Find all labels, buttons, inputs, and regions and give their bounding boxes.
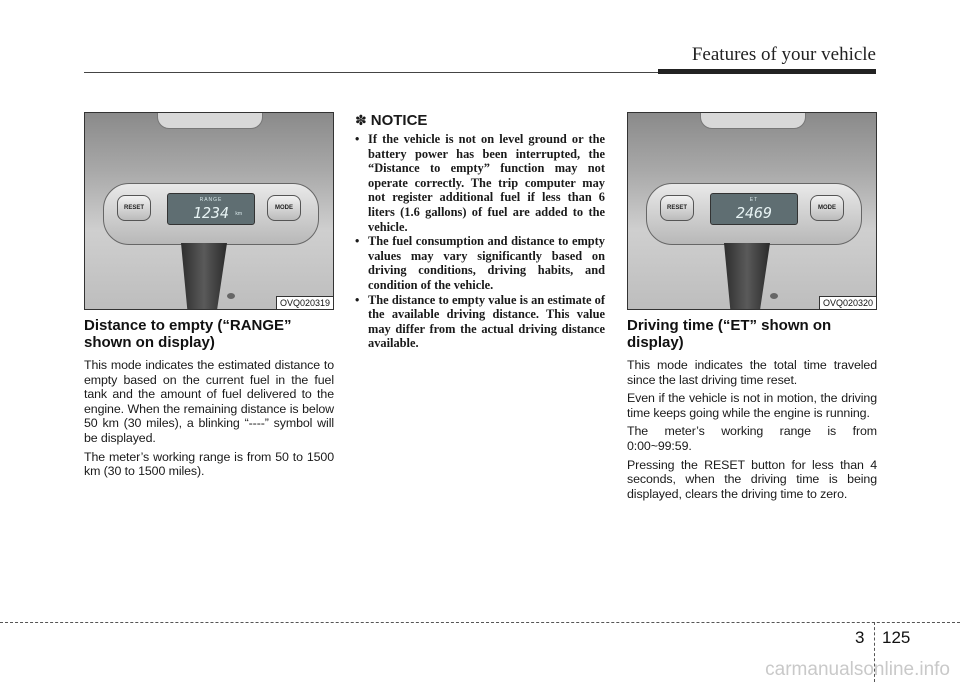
asterisk-icon: ✽ (355, 112, 367, 128)
notice-item-text: The distance to empty value is an estimate of the available driving distance. This value may differ from the actual driving distance available. (368, 292, 605, 351)
chapter-number: 3 (855, 628, 865, 647)
notice-list (355, 132, 605, 351)
trip-display (710, 193, 798, 225)
reset-button: RESET (117, 195, 151, 221)
notice-column (355, 112, 605, 351)
et-paragraph: The meter’s working range is from 0:00~99:59. (627, 424, 877, 453)
reset-button: RESET (660, 195, 694, 221)
display-value: 2469 (735, 204, 773, 222)
display-unit: km (235, 211, 242, 217)
footer-rule (0, 622, 960, 623)
mount-knob (770, 293, 778, 299)
right-column (627, 112, 877, 505)
notice-item (355, 132, 605, 234)
notice-item (355, 293, 605, 351)
et-display-figure (627, 112, 877, 310)
notice-item (355, 234, 605, 292)
et-paragraph: Pressing the RESET button for less than 4 seconds, when the driving time is being displayed, clears the driving time to zero. (627, 457, 877, 501)
notice-heading (355, 112, 605, 129)
display-value: 1234 (192, 204, 230, 222)
bullet-icon: • (355, 234, 360, 249)
notice-item-text: If the vehicle is not on level ground or the battery power has been interrupted, the “Distance to empty” function may not operate correctly. The trip computer may not register additional fuel if less than 6 liters (1.6 gallons) of fuel are added to the vehicle. (368, 132, 605, 234)
mode-button: MODE (267, 195, 301, 221)
mirror-mount (724, 243, 770, 310)
range-heading: Distance to empty (“RANGE” shown on display) (84, 317, 292, 351)
overhead-lamp (700, 112, 806, 129)
et-paragraph: This mode indicates the total time traveled since the last driving time reset. (627, 358, 877, 387)
mirror-mount (181, 243, 227, 310)
left-column (84, 112, 334, 483)
notice-item-text: The fuel consumption and distance to empty values may vary significantly based on driving conditions, driving habits, and condition of the vehicle. (368, 234, 605, 292)
range-display-figure (84, 112, 334, 310)
figure-code: OVQ020319 (276, 296, 333, 309)
range-paragraph: The meter’s working range is from 50 to 1500 km (30 to 1500 miles). (84, 449, 334, 479)
watermark: carmanualsonline.info (765, 659, 950, 680)
bullet-icon: • (355, 132, 360, 146)
bullet-icon: • (355, 292, 360, 307)
trip-display (167, 193, 255, 225)
header-bar (658, 69, 876, 74)
overhead-lamp (157, 112, 263, 129)
notice-title: NOTICE (370, 112, 428, 129)
et-paragraph: Even if the vehicle is not in motion, the driving time keeps going while the engine is running. (627, 391, 877, 420)
display-label: ET (749, 197, 759, 203)
mode-button: MODE (810, 195, 844, 221)
mount-knob (227, 293, 235, 299)
page-number: 125 (882, 628, 911, 647)
range-paragraph: This mode indicates the estimated distance to empty based on the current fuel in the fuel tank and the amount of fuel delivered to the engine. When the remaining distance is below 50 km (30 miles), a blinking “----” symbol will be displayed. (84, 358, 334, 445)
header-title: Features of your vehicle (691, 44, 876, 65)
display-label: RANGE (199, 197, 223, 203)
figure-code: OVQ020320 (819, 296, 876, 309)
et-heading: Driving time (“ET” shown on display) (627, 317, 832, 351)
